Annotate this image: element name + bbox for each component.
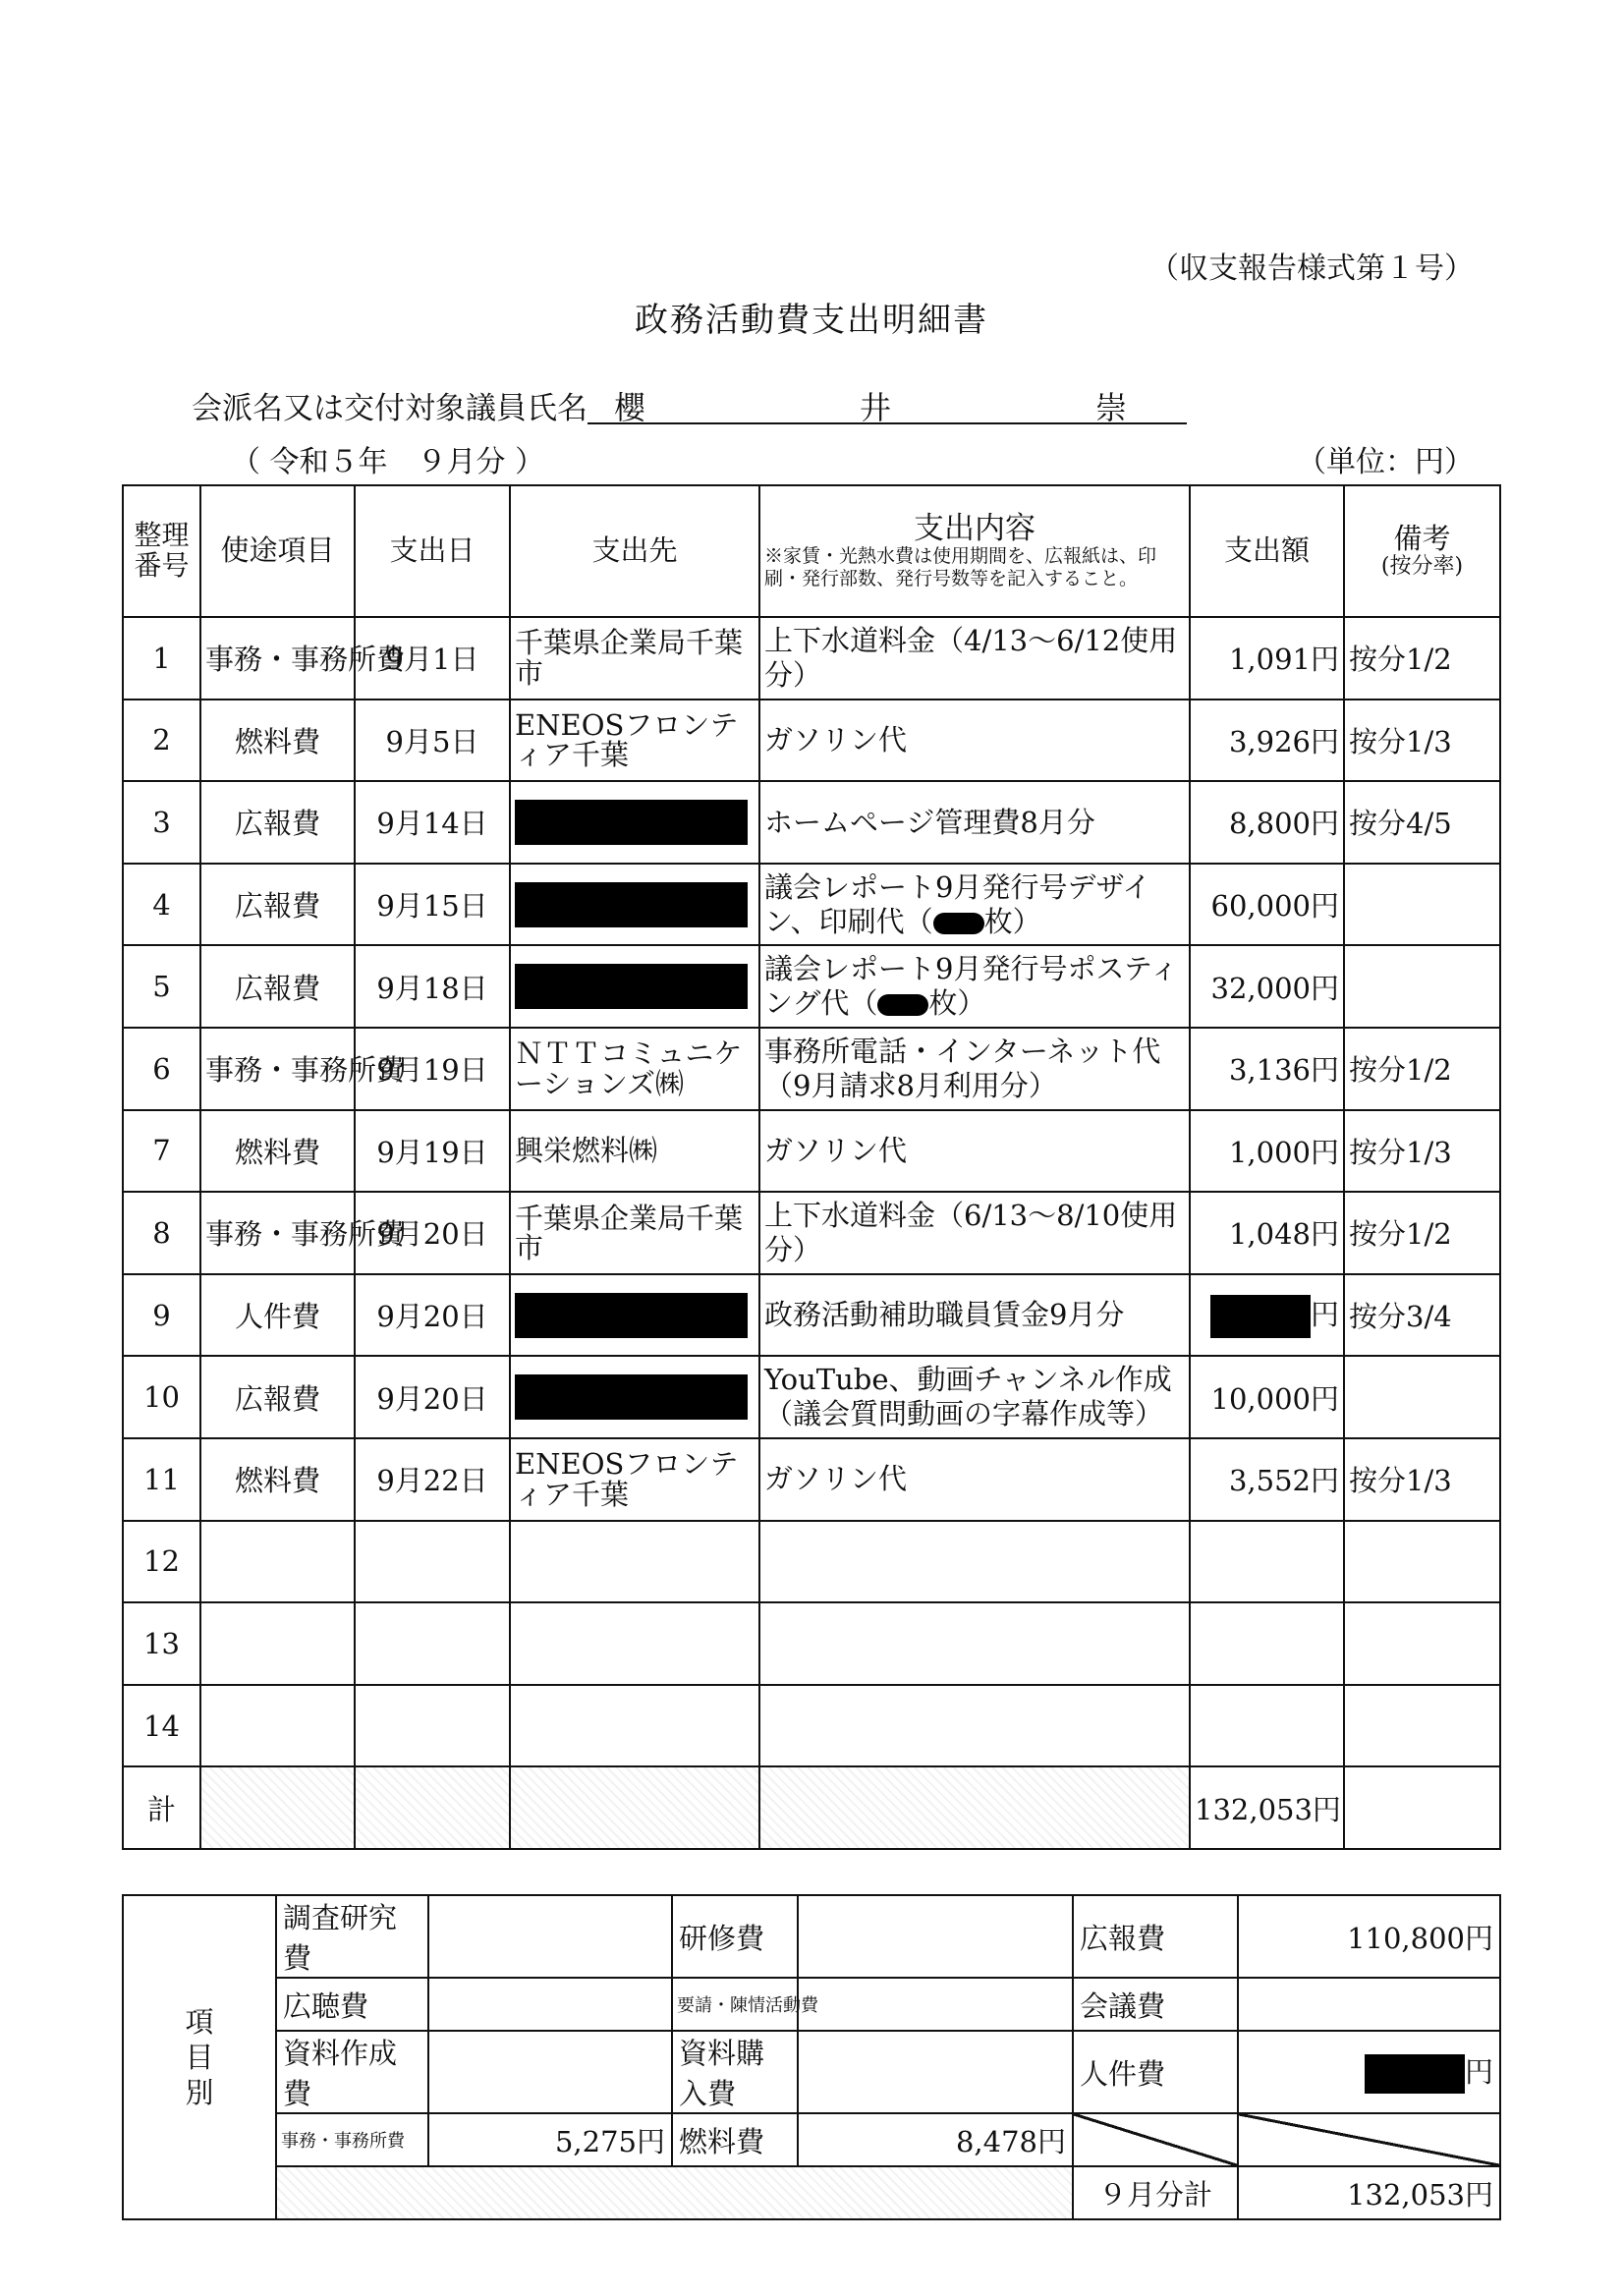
row-content-suffix: 枚）: [983, 904, 1041, 938]
row-note: 按分1/3: [1344, 1110, 1500, 1193]
row-date: 9月22日: [355, 1438, 510, 1521]
report-period: （ 令和５年 ９月分 ）: [231, 445, 545, 479]
shaded-cell: [759, 1766, 1190, 1849]
row-date: 9月18日: [355, 945, 510, 1028]
row-number: 11: [123, 1438, 200, 1521]
row-category: 広報費: [200, 1356, 355, 1438]
row-amount: [1190, 1274, 1344, 1357]
col-header-amount: 支出額: [1190, 485, 1344, 617]
row-content: 上下水道料金（4/13～6/12使用分）: [759, 617, 1190, 700]
table-row: [123, 1438, 1500, 1521]
total-label: 計: [123, 1766, 200, 1849]
row-category: 燃料費: [200, 1110, 355, 1193]
member-name-char-1: 櫻: [614, 389, 646, 426]
summary-publicity-label: 広報費: [1073, 1895, 1238, 1978]
table-row: [123, 1356, 1500, 1438]
row-category: 事務・事務所費: [200, 1192, 355, 1274]
row-number: 14: [123, 1685, 200, 1767]
summary-office-value: 5,275円: [428, 2113, 672, 2166]
summary-training-value: [798, 1895, 1073, 1978]
row-category: 燃料費: [200, 1438, 355, 1521]
row-payee: ENEOSフロンティア千葉: [510, 700, 759, 782]
row-amount: 32,000円: [1190, 945, 1344, 1028]
row-number: 9: [123, 1274, 200, 1357]
row-content: YouTube、動画チャンネル作成（議会質問動画の字幕作成等）: [759, 1356, 1190, 1438]
summary-materials-making-value: [428, 2031, 672, 2113]
col-header-content-title: 支出内容: [914, 511, 1035, 547]
row-number: 1: [123, 617, 200, 700]
row-number: 8: [123, 1192, 200, 1274]
row-date: 9月5日: [355, 700, 510, 782]
row-category: 事務・事務所費: [200, 1028, 355, 1110]
table-header-row: [123, 485, 1500, 617]
row-amount: 3,136円: [1190, 1028, 1344, 1110]
summary-row: [123, 2166, 1500, 2219]
table-row: [123, 945, 1500, 1028]
summary-meeting-value: [1238, 1978, 1500, 2031]
row-content-text: 議会レポート9月発行号デザイン、印刷代（: [764, 869, 1151, 938]
redaction-bar: [933, 913, 984, 934]
row-payee: [510, 1274, 759, 1357]
row-amount: 3,926円: [1190, 700, 1344, 782]
row-date: 9月20日: [355, 1192, 510, 1274]
col-header-content: [759, 485, 1190, 617]
col-header-no: 整理番号: [123, 485, 200, 617]
summary-meeting-label: 会議費: [1073, 1978, 1238, 2031]
table-row: [123, 1192, 1500, 1274]
row-category: 広報費: [200, 945, 355, 1028]
row-amount: 8,800円: [1190, 781, 1344, 864]
row-content: 上下水道料金（6/13～8/10使用分）: [759, 1192, 1190, 1274]
table-row: [123, 700, 1500, 782]
row-number: 5: [123, 945, 200, 1028]
summary-petition-value: [798, 1978, 1073, 2031]
row-content: ガソリン代: [759, 700, 1190, 782]
summary-office-label: 事務・事務所費: [276, 2113, 428, 2166]
row-payee: 千葉県企業局千葉市: [510, 1192, 759, 1274]
row-content-text: 議会レポート9月発行号ポスティング代（: [764, 952, 1179, 1021]
redaction-bar: [515, 1374, 748, 1420]
row-date: 9月1日: [355, 617, 510, 700]
redaction-bar: [877, 994, 928, 1016]
table-row: [123, 1274, 1500, 1357]
row-note: [1344, 1356, 1500, 1438]
row-number: 7: [123, 1110, 200, 1193]
table-row: [123, 1028, 1500, 1110]
row-payee: 千葉県企業局千葉市: [510, 617, 759, 700]
shaded-cell: [276, 2166, 1073, 2219]
row-content: [759, 945, 1190, 1028]
summary-row: [123, 2113, 1500, 2166]
row-date: 9月15日: [355, 864, 510, 946]
row-amount: 1,000円: [1190, 1110, 1344, 1193]
row-amount: 1,048円: [1190, 1192, 1344, 1274]
table-row-empty: [123, 1602, 1500, 1685]
col-header-category: 使途項目: [200, 485, 355, 617]
col-header-content-note: ※家賃・光熱水費は使用期間を、広報紙は、印刷・発行部数、発行号数等を記入すること。: [764, 545, 1157, 590]
name-underline: [588, 422, 1187, 424]
row-amount: 60,000円: [1190, 864, 1344, 946]
row-date: 9月19日: [355, 1028, 510, 1110]
category-summary-table: [122, 1894, 1501, 2220]
row-note: 按分1/2: [1344, 1028, 1500, 1110]
shaded-cell: [200, 1766, 355, 1849]
summary-hearing-value: [428, 1978, 672, 2031]
row-note: 按分3/4: [1344, 1274, 1500, 1357]
month-total-value: 132,053円: [1238, 2166, 1500, 2219]
row-note: [1344, 945, 1500, 1028]
row-note: 按分1/2: [1344, 617, 1500, 700]
row-content-suffix: 枚）: [928, 986, 986, 1021]
row-number: 6: [123, 1028, 200, 1110]
diagonal-blank-cell: [1073, 2113, 1238, 2166]
row-payee: ENEOSフロンティア千葉: [510, 1438, 759, 1521]
summary-side-label-text: 項目別: [185, 2004, 214, 2110]
col-header-note-sub: (按分率): [1380, 553, 1464, 579]
month-total-label: ９月分計: [1073, 2166, 1238, 2219]
summary-row: [123, 1895, 1500, 1978]
row-date: 9月19日: [355, 1110, 510, 1193]
summary-materials-buying-label: 資料購入費: [672, 2031, 798, 2113]
expense-table: [122, 484, 1501, 1850]
row-content: ホームページ管理費8月分: [759, 781, 1190, 864]
row-content: [759, 864, 1190, 946]
diagonal-blank-cell: [1238, 2113, 1500, 2166]
summary-petition-label: 要請・陳情活動費: [672, 1978, 798, 2031]
col-header-payee: 支出先: [510, 485, 759, 617]
unit-label: （単位：円）: [1297, 445, 1474, 479]
summary-research-label: 調査研究費: [276, 1895, 428, 1978]
col-header-date: 支出日: [355, 485, 510, 617]
summary-materials-buying-value: [798, 2031, 1073, 2113]
table-row: [123, 864, 1500, 946]
row-content: 政務活動補助職員賃金9月分: [759, 1274, 1190, 1357]
redaction-bar: [515, 882, 748, 927]
table-row-empty: [123, 1685, 1500, 1767]
row-number: 3: [123, 781, 200, 864]
row-payee: [510, 781, 759, 864]
table-total-row: [123, 1766, 1500, 1849]
row-category: 事務・事務所費: [200, 617, 355, 700]
row-number: 10: [123, 1356, 200, 1438]
redaction-bar: [515, 964, 748, 1009]
row-payee: [510, 945, 759, 1028]
row-content: ガソリン代: [759, 1438, 1190, 1521]
member-name-label: 会派名又は交付対象議員氏名: [192, 391, 588, 426]
summary-research-value: [428, 1895, 672, 1978]
row-category: 燃料費: [200, 700, 355, 782]
row-category: 広報費: [200, 864, 355, 946]
summary-personnel-unit: 円: [1464, 2055, 1493, 2089]
member-name-row: [192, 383, 1128, 427]
summary-personnel-value: [1238, 2031, 1500, 2113]
summary-row: [123, 1978, 1500, 2031]
row-amount-unit: 円: [1310, 1297, 1339, 1331]
col-header-note: [1344, 485, 1500, 617]
redaction-bar: [515, 800, 748, 845]
table-row: [123, 781, 1500, 864]
row-payee: [510, 1356, 759, 1438]
redaction-bar: [1210, 1295, 1311, 1338]
row-date: 9月20日: [355, 1274, 510, 1357]
row-number: 12: [123, 1521, 200, 1603]
row-category: 広報費: [200, 781, 355, 864]
summary-publicity-value: 110,800円: [1238, 1895, 1500, 1978]
summary-hearing-label: 広聴費: [276, 1978, 428, 2031]
row-number: 4: [123, 864, 200, 946]
row-amount: 1,091円: [1190, 617, 1344, 700]
summary-fuel-label: 燃料費: [672, 2113, 798, 2166]
redaction-bar: [515, 1293, 748, 1338]
member-name-char-3: 崇: [1095, 389, 1128, 426]
row-note: [1344, 864, 1500, 946]
summary-materials-making-label: 資料作成費: [276, 2031, 428, 2113]
member-name-char-2: 井: [860, 389, 892, 426]
summary-side-label: [123, 1895, 276, 2219]
row-payee: 興栄燃料㈱: [510, 1110, 759, 1193]
row-number: 2: [123, 700, 200, 782]
summary-fuel-value: 8,478円: [798, 2113, 1073, 2166]
row-note: 按分1/2: [1344, 1192, 1500, 1274]
shaded-cell: [355, 1766, 510, 1849]
row-content: ガソリン代: [759, 1110, 1190, 1193]
row-note: 按分1/3: [1344, 700, 1500, 782]
table-row: [123, 1110, 1500, 1193]
redaction-bar: [1365, 2054, 1465, 2094]
row-date: 9月20日: [355, 1356, 510, 1438]
total-amount: 132,053円: [1190, 1766, 1344, 1849]
form-label: （収支報告様式第１号）: [1149, 252, 1474, 286]
table-row: [123, 617, 1500, 700]
row-content: 事務所電話・インターネット代（9月請求8月利用分）: [759, 1028, 1190, 1110]
row-date: 9月14日: [355, 781, 510, 864]
col-header-note-title: 備考: [1393, 521, 1451, 555]
document-title: 政務活動費支出明細書: [635, 301, 988, 340]
row-payee: [510, 864, 759, 946]
row-category: 人件費: [200, 1274, 355, 1357]
summary-personnel-label: 人件費: [1073, 2031, 1238, 2113]
row-payee: ＮＴＴコミュニケーションズ㈱: [510, 1028, 759, 1110]
row-amount: 10,000円: [1190, 1356, 1344, 1438]
summary-training-label: 研修費: [672, 1895, 798, 1978]
summary-row: [123, 2031, 1500, 2113]
row-number: 13: [123, 1602, 200, 1685]
row-amount: 3,552円: [1190, 1438, 1344, 1521]
row-note: 按分4/5: [1344, 781, 1500, 864]
table-row-empty: [123, 1521, 1500, 1603]
row-note: 按分1/3: [1344, 1438, 1500, 1521]
shaded-cell: [510, 1766, 759, 1849]
